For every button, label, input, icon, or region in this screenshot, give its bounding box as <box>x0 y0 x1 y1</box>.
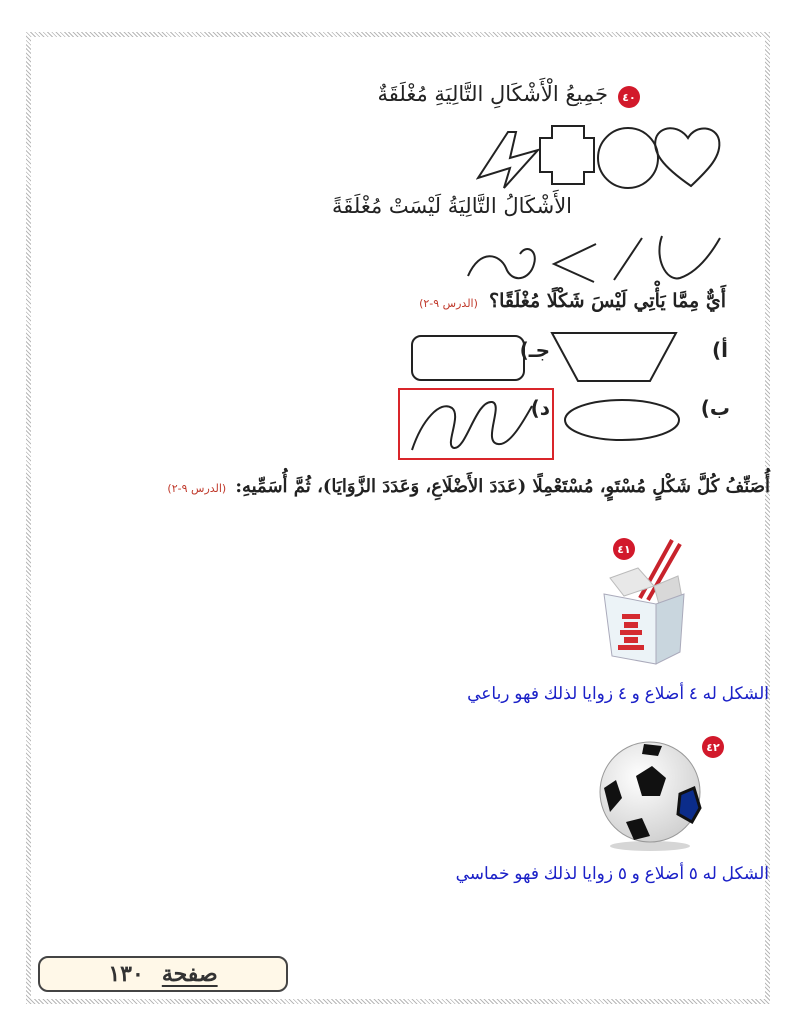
choice-d-open-curve <box>400 390 552 458</box>
correct-answer-highlight-box <box>398 388 554 460</box>
statement-not-closed-shapes: الأَشْكَالُ التَّالِيَةُ لَيْسَتْ مُغْلَقَةً <box>332 194 572 218</box>
cross-shape <box>540 126 594 184</box>
question-number-40: ٤٠ <box>618 86 640 108</box>
choice-label-b: ب) <box>700 396 730 420</box>
page-number-box <box>38 956 288 992</box>
classify-instruction-row <box>140 476 770 506</box>
statement-closed-shapes: جَمِيعُ الْأَشْكَالِ التَّالِيَةِ مُغْلَقَةٌ <box>377 82 608 106</box>
page-number: ١٣٠ <box>108 961 144 987</box>
angle-open-shape <box>554 244 596 282</box>
choice-label-a: أ) <box>712 338 728 362</box>
answer-q42: الشكل له ٥ أضلاع و ٥ زوايا لذلك فهو خماسي <box>455 864 769 883</box>
choice-c-rounded-rectangle <box>411 335 525 381</box>
wave-open-shape <box>468 249 535 278</box>
question-number-41: ٤١ <box>613 538 635 560</box>
choice-label-d: د) <box>530 396 550 420</box>
lesson-reference: (الدرس ٩-٢) <box>419 297 478 310</box>
lightning-shape <box>478 132 538 188</box>
curve-open-shape <box>659 236 720 278</box>
open-shapes-figure <box>466 230 726 290</box>
which-question-row <box>378 290 726 318</box>
which-not-closed-question: أَيٌّ مِمَّا يَأْتِي لَيْسَ شَكْلًا مُغْلَقًا؟ <box>489 290 726 312</box>
choice-a-trapezoid <box>550 330 678 384</box>
takeout-box-icon <box>594 538 690 670</box>
classify-instruction: أُصَنِّفُ كُلَّ شَكْلٍ مُسْتَوٍ، مُسْتَعْمِلًا (عَدَدَ الأَضْلَاعِ، وَعَدَدَ الزَّوَايَا)، ثُمَّ أُسَمِّيهِ: <box>235 476 770 497</box>
lesson-reference: (الدرس ٩-٢) <box>167 482 227 495</box>
line-open-shape <box>614 238 642 280</box>
choice-b-ellipse <box>562 396 682 444</box>
question-number-42: ٤٢ <box>702 736 724 758</box>
answer-q41: الشكل له ٤ أضلاع و ٤ زوايا لذلك فهو رباعي <box>467 684 769 703</box>
closed-shapes-figure <box>476 122 726 192</box>
page-label: صفحة <box>161 961 218 987</box>
soccer-ball-icon <box>596 736 708 852</box>
heart-shape <box>655 128 719 186</box>
choice-label-c: جـ) <box>519 338 550 362</box>
circle-shape <box>598 128 658 188</box>
